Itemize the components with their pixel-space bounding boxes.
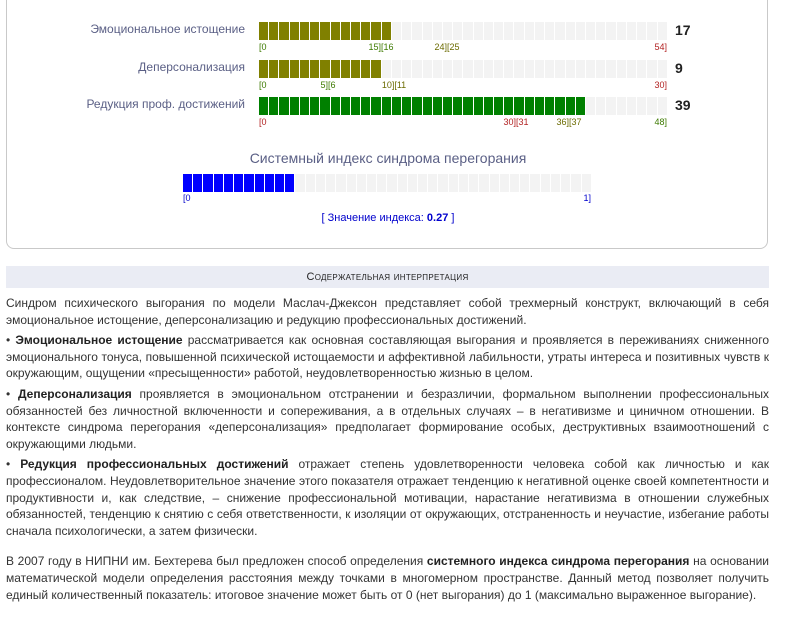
scale-tick: [0 bbox=[259, 42, 267, 52]
bar-segment-filled bbox=[279, 60, 288, 78]
bar-segment-empty bbox=[357, 174, 366, 192]
bar-segment-empty bbox=[617, 60, 626, 78]
bar-segment-empty bbox=[514, 60, 523, 78]
bar-segment-empty bbox=[443, 22, 452, 40]
bar-segment-empty bbox=[525, 22, 534, 40]
bar-segment-empty bbox=[326, 174, 335, 192]
bar-segment-filled bbox=[351, 22, 360, 40]
item-text: отражает степень удовлетворенности человека собой как личностью и как профессионалом. Неудовлетворительное значение этого показателя отражает тенденцию к негативной оценке своей компетентности и продуктивности и, как следствие, – снижение профессиональной мотивации, нарастание негативизма в отношении служебных обязанностей, тенденцию к снятию с себя ответственности, к изоляции от окружающих, отстраненность и неучастие, избегание работы сначала психологически, а затем физически. bbox=[6, 457, 769, 538]
bar-segment-empty bbox=[392, 22, 401, 40]
bar-segment-empty bbox=[387, 174, 396, 192]
scale-tick: 30] bbox=[654, 80, 667, 90]
bar-segment-empty bbox=[596, 97, 605, 115]
bar-segment-empty bbox=[586, 97, 595, 115]
bar-segment-empty bbox=[382, 60, 391, 78]
bar-segment-filled bbox=[474, 97, 483, 115]
scale-label: Деперсонализация bbox=[138, 60, 245, 74]
bar-segment-filled bbox=[341, 60, 350, 78]
bar-segment-filled bbox=[193, 174, 202, 192]
bar-segment-filled bbox=[392, 97, 401, 115]
scale-tick: 30][31 bbox=[503, 117, 529, 127]
bar-segment-empty bbox=[541, 174, 550, 192]
item-depersonalization bbox=[6, 386, 769, 452]
bar-segment-filled bbox=[453, 97, 462, 115]
bar-segment-empty bbox=[398, 174, 407, 192]
scale-tick: [0 bbox=[259, 80, 267, 90]
bar-segment-empty bbox=[402, 60, 411, 78]
bullet: • bbox=[6, 386, 18, 401]
scale-score: 17 bbox=[675, 22, 691, 38]
bar-segment-filled bbox=[576, 97, 585, 115]
final-text-after: на основании математической модели определения расстояния между точками в многомерном пространстве. Данный метод позволяет получить единый количественный показатель: итоговое значение может быть от 0 (нет выгорания) до 1 (максимально выраженное выгорание). bbox=[6, 554, 769, 602]
bar-segment-filled bbox=[279, 97, 288, 115]
bar-segment-empty bbox=[561, 174, 570, 192]
bar-segment-empty bbox=[453, 22, 462, 40]
bar-segment-empty bbox=[449, 174, 458, 192]
bar-segment-empty bbox=[392, 60, 401, 78]
scale-tick: [0 bbox=[259, 117, 267, 127]
scale-tick: 36][37 bbox=[556, 117, 582, 127]
item-achievement-reduction bbox=[6, 456, 769, 539]
bar-segment-empty bbox=[555, 60, 564, 78]
bar-segment-filled bbox=[504, 97, 513, 115]
bar-segment-filled bbox=[443, 97, 452, 115]
item-text: рассматривается как основная составляющая выгорания и проявляется в переживаниях сниженного эмоционального тонуса, повышенной психической истощаемости и аффективной лабильности, утраты интереса и позитивных чувств к окружающим, ощущении «пресыщенности» работой, неудовлетворенностью жизнью в целом. bbox=[6, 333, 769, 381]
bar-segment-empty bbox=[504, 22, 513, 40]
bar-segment-empty bbox=[535, 60, 544, 78]
bar-segment-empty bbox=[347, 174, 356, 192]
bar-segment-empty bbox=[617, 22, 626, 40]
bar-segment-empty bbox=[423, 22, 432, 40]
bar-segment-empty bbox=[596, 60, 605, 78]
bar-segment-filled bbox=[300, 97, 309, 115]
bar-segment-filled bbox=[331, 22, 340, 40]
bar-segment-empty bbox=[484, 60, 493, 78]
bar-segment-filled bbox=[331, 60, 340, 78]
intro-paragraph: Синдром психического выгорания по модели Маслач-Джексон представляет собой трехмерный конструкт, включающий в себя эмоциональное истощение, деперсонализацию и редукцию профессиональных достижений. bbox=[6, 296, 769, 327]
bar-segment-empty bbox=[566, 60, 575, 78]
item-emotional-exhaustion bbox=[6, 332, 769, 382]
bar-segment-filled bbox=[320, 22, 329, 40]
bar-segment-filled bbox=[514, 97, 523, 115]
bar-segment-filled bbox=[234, 174, 243, 192]
scale-label: Эмоциональное истощение bbox=[90, 22, 245, 36]
bar-segment-empty bbox=[637, 97, 646, 115]
bullet: • bbox=[6, 333, 16, 348]
bar-segment-empty bbox=[545, 22, 554, 40]
bar-segment-filled bbox=[310, 22, 319, 40]
scale-ticks bbox=[259, 117, 667, 129]
bar-segment-filled bbox=[290, 97, 299, 115]
bar-segment-empty bbox=[535, 22, 544, 40]
bar-segment-empty bbox=[658, 97, 667, 115]
bar-segment-filled bbox=[255, 174, 264, 192]
bar-segment-filled bbox=[351, 60, 360, 78]
bar-segment-empty bbox=[586, 22, 595, 40]
bullet: • bbox=[6, 457, 21, 472]
index-value-prefix: [ Значение индекса: bbox=[321, 212, 427, 224]
bar-segment-empty bbox=[412, 60, 421, 78]
bar-segment-empty bbox=[637, 60, 646, 78]
bar-segment-empty bbox=[545, 60, 554, 78]
bar-segment-empty bbox=[555, 22, 564, 40]
bar-segment-empty bbox=[418, 174, 427, 192]
bar-segment-empty bbox=[438, 174, 447, 192]
bar-segment-filled bbox=[214, 174, 223, 192]
bar-segment-filled bbox=[331, 97, 340, 115]
interpretation-text bbox=[6, 295, 769, 607]
bar-segment-filled bbox=[300, 60, 309, 78]
bar-segment-empty bbox=[367, 174, 376, 192]
scale-bar bbox=[259, 22, 667, 40]
item-term: Эмоциональное истощение bbox=[15, 333, 183, 348]
bar-segment-filled bbox=[279, 22, 288, 40]
bar-segment-filled bbox=[535, 97, 544, 115]
bar-segment-filled bbox=[259, 60, 268, 78]
bar-segment-empty bbox=[576, 60, 585, 78]
bar-segment-filled bbox=[320, 60, 329, 78]
bar-segment-empty bbox=[474, 22, 483, 40]
scale-tick: 5][6 bbox=[320, 80, 336, 90]
results-panel bbox=[6, 0, 768, 249]
bar-segment-filled bbox=[412, 97, 421, 115]
index-bar bbox=[183, 174, 591, 192]
bar-segment-empty bbox=[647, 97, 656, 115]
scale-achievement-reduction bbox=[7, 97, 769, 137]
bar-segment-filled bbox=[463, 97, 472, 115]
bar-segment-empty bbox=[637, 22, 646, 40]
bar-segment-filled bbox=[361, 60, 370, 78]
index-value-suffix: ] bbox=[448, 212, 455, 224]
bar-segment-empty bbox=[494, 60, 503, 78]
scale-emotional-exhaustion bbox=[7, 22, 769, 62]
scale-depersonalization bbox=[7, 60, 769, 100]
bar-segment-empty bbox=[453, 60, 462, 78]
bar-segment-filled bbox=[341, 22, 350, 40]
bar-segment-filled bbox=[525, 97, 534, 115]
bar-segment-filled bbox=[382, 97, 391, 115]
bar-segment-filled bbox=[545, 97, 554, 115]
item-text: проявляется в эмоциональном отстранении и безразличии, формальном выполнении профессиональных обязанностей без личностной включенности и сопереживания, а в отдельных случаях – в негативизме и циничном отношении. В контексте синдрома перегорания «деперсонализация» предполагает формирование особых, деструктивных взаимоотношений с окружающими людьми. bbox=[6, 386, 769, 451]
bar-segment-filled bbox=[341, 97, 350, 115]
bar-segment-empty bbox=[306, 174, 315, 192]
bar-segment-filled bbox=[290, 22, 299, 40]
bar-segment-empty bbox=[606, 97, 615, 115]
bar-segment-empty bbox=[627, 22, 636, 40]
bar-segment-empty bbox=[504, 60, 513, 78]
bar-segment-empty bbox=[525, 60, 534, 78]
bar-segment-filled bbox=[361, 97, 370, 115]
scale-tick: 15][16 bbox=[368, 42, 394, 52]
bar-segment-empty bbox=[500, 174, 509, 192]
bar-segment-empty bbox=[647, 60, 656, 78]
bar-segment-filled bbox=[351, 97, 360, 115]
index-tick-min: [0 bbox=[183, 193, 191, 203]
bar-segment-filled bbox=[259, 97, 268, 115]
bar-segment-empty bbox=[484, 22, 493, 40]
bar-segment-empty bbox=[433, 60, 442, 78]
bar-segment-filled bbox=[244, 174, 253, 192]
index-title: Системный индекс синдрома перегорания bbox=[249, 150, 527, 166]
bar-segment-filled bbox=[290, 60, 299, 78]
scale-ticks bbox=[259, 42, 667, 54]
bar-segment-filled bbox=[203, 174, 212, 192]
bar-segment-empty bbox=[658, 22, 667, 40]
bar-segment-empty bbox=[606, 22, 615, 40]
bar-segment-filled bbox=[433, 97, 442, 115]
scale-bar bbox=[259, 97, 667, 115]
bar-segment-empty bbox=[433, 22, 442, 40]
bar-segment-filled bbox=[566, 97, 575, 115]
bar-segment-empty bbox=[408, 174, 417, 192]
index-tick-max: 1] bbox=[583, 193, 591, 203]
bar-segment-filled bbox=[371, 22, 380, 40]
bar-segment-filled bbox=[423, 97, 432, 115]
bar-segment-empty bbox=[520, 174, 529, 192]
bar-segment-empty bbox=[617, 97, 626, 115]
bar-segment-filled bbox=[275, 174, 284, 192]
bar-segment-empty bbox=[582, 174, 591, 192]
bar-segment-empty bbox=[402, 22, 411, 40]
final-text-bold: системного индекса синдрома перегорания bbox=[426, 554, 690, 569]
bar-segment-filled bbox=[224, 174, 233, 192]
scale-score: 39 bbox=[675, 97, 691, 113]
bar-segment-empty bbox=[412, 22, 421, 40]
bar-segment-filled bbox=[555, 97, 564, 115]
bar-segment-filled bbox=[484, 97, 493, 115]
scale-score: 9 bbox=[675, 60, 683, 76]
bar-segment-empty bbox=[647, 22, 656, 40]
bar-segment-empty bbox=[295, 174, 304, 192]
bar-segment-empty bbox=[551, 174, 560, 192]
scale-bar bbox=[259, 60, 667, 78]
bar-segment-empty bbox=[576, 22, 585, 40]
bar-segment-filled bbox=[494, 97, 503, 115]
bar-segment-empty bbox=[566, 22, 575, 40]
section-heading: Содержательная интерпретация bbox=[6, 266, 769, 288]
bar-segment-filled bbox=[285, 174, 294, 192]
item-term: Редукция профессиональных достижений bbox=[20, 457, 289, 472]
bar-segment-empty bbox=[596, 22, 605, 40]
index-ticks bbox=[183, 193, 591, 205]
bar-segment-empty bbox=[490, 174, 499, 192]
bar-segment-empty bbox=[514, 22, 523, 40]
bar-segment-empty bbox=[469, 174, 478, 192]
scale-ticks bbox=[259, 80, 667, 92]
bar-segment-empty bbox=[510, 174, 519, 192]
bar-segment-empty bbox=[463, 22, 472, 40]
bar-segment-filled bbox=[269, 22, 278, 40]
bar-segment-empty bbox=[627, 60, 636, 78]
bar-segment-filled bbox=[320, 97, 329, 115]
bar-segment-empty bbox=[627, 97, 636, 115]
bar-segment-empty bbox=[658, 60, 667, 78]
scale-tick: 24][25 bbox=[434, 42, 460, 52]
bar-segment-empty bbox=[606, 60, 615, 78]
bar-segment-filled bbox=[382, 22, 391, 40]
bar-segment-empty bbox=[586, 60, 595, 78]
bar-segment-filled bbox=[361, 22, 370, 40]
bar-segment-filled bbox=[402, 97, 411, 115]
bar-segment-filled bbox=[265, 174, 274, 192]
bar-segment-filled bbox=[183, 174, 192, 192]
bar-segment-filled bbox=[371, 97, 380, 115]
bar-segment-filled bbox=[310, 97, 319, 115]
bar-segment-empty bbox=[336, 174, 345, 192]
bar-segment-empty bbox=[316, 174, 325, 192]
scale-tick: 10][11 bbox=[381, 80, 407, 90]
bar-segment-empty bbox=[459, 174, 468, 192]
bar-segment-empty bbox=[443, 60, 452, 78]
scale-label: Редукция проф. достижений bbox=[86, 97, 245, 111]
bar-segment-empty bbox=[571, 174, 580, 192]
scale-tick: 48] bbox=[654, 117, 667, 127]
final-text-before: В 2007 году в НИПНИ им. Бехтерева был предложен способ определения bbox=[6, 554, 427, 569]
index-value: 0.27 bbox=[426, 212, 449, 224]
bar-segment-empty bbox=[530, 174, 539, 192]
final-paragraph bbox=[6, 553, 769, 603]
bar-segment-empty bbox=[479, 174, 488, 192]
bar-segment-filled bbox=[269, 97, 278, 115]
bar-segment-empty bbox=[494, 22, 503, 40]
scale-tick: 54] bbox=[654, 42, 667, 52]
bar-segment-filled bbox=[269, 60, 278, 78]
bar-segment-empty bbox=[463, 60, 472, 78]
bar-segment-filled bbox=[371, 60, 380, 78]
bar-segment-empty bbox=[428, 174, 437, 192]
bar-segment-empty bbox=[423, 60, 432, 78]
bar-segment-empty bbox=[377, 174, 386, 192]
bar-segment-filled bbox=[310, 60, 319, 78]
item-term: Деперсонализация bbox=[17, 386, 132, 401]
bar-segment-filled bbox=[259, 22, 268, 40]
bar-segment-filled bbox=[300, 22, 309, 40]
bar-segment-empty bbox=[474, 60, 483, 78]
index-value-readout bbox=[7, 212, 769, 224]
